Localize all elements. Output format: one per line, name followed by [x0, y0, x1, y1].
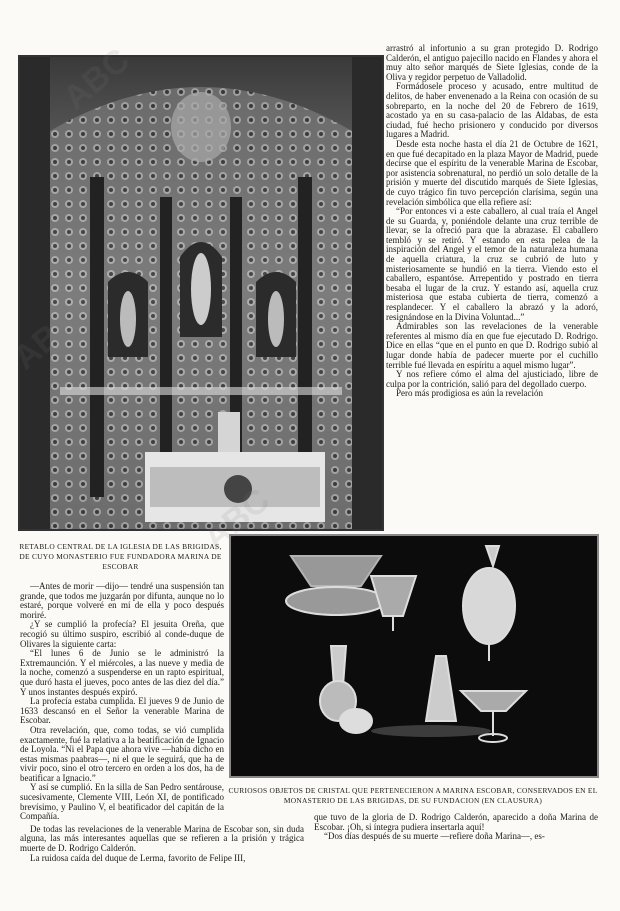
paragraph: Formádosele proceso y acusado, entre multitud de delitos, de haber envenenado a la Reina con ocasión de su sobreparto, en la noche del 20 de Febrero de 1619, acostado ya en su casa-palacio de las Aldabas, de esta ciudad, fué hecho prisionero y conducido por diversos lugares a Madrid.	[386, 81, 598, 140]
article-bottom-left	[20, 825, 304, 863]
paragraph: La ruidosa caída del duque de Lerma, favorito de Felipe III,	[30, 852, 246, 863]
paragraph: —Antes de morir —dijo— tendré una suspensión tan grande, que todos me juzgarán por difunta, aunque no lo estaré, porque volveré en mí de ella y poco después moriré.	[20, 581, 224, 620]
article-bottom-right	[314, 813, 598, 842]
left-flow	[20, 582, 304, 863]
paragraph: Y así se cumplió. En la silla de San Pedro sentárouse, sucesivamente, Clemente VIII, León XI, de pontificado brevísimo, y Paulino V, el beatificador del capitán de la Compañía.	[20, 782, 224, 822]
paragraph: Otra revelación, que, como todas, se vió cumplida exactamente, fué la relativa a la beatificación de Ignacio de Loyola. “Ni el Papa que ahora vive —había dicho en estas mismas paabras—, ni el que le seguirá, que ha de vivir poco, sino el otro tercero en orden a los dos, ha de beatificar a Ignacio.”	[20, 724, 224, 783]
paragraph: La profecía estaba cumplida. El jueves 9 de Junio de 1633 descansó en el Señor la venerable Marina de Escobar.	[20, 696, 224, 726]
paragraph: que tuvo de la gloria de D. Rodrigo Calderón, aparecido a doña Marina de Escobar. ¡Oh, si íntegra pudiera insertarla aquí!	[314, 812, 598, 832]
paragraph: Admirables son las revelaciones de la venerable referentes al mismo día en que fue ejecutado D. Rodrigo. Dice en ellas “que en el punto en que D. Rodrigo subió al lugar donde había de padecer muerte por el cuchillo terrible fué llevada en espíritu a aquel mismo lugar”.	[386, 321, 598, 370]
paragraph: Y nos refiere cómo el alma del ajusticiado, libre de culpa por la contrición, salió para del degollado cuerpo.	[386, 369, 598, 389]
paragraph: “El lunes 6 de Junio se le administró la Extremaunción. Y el miércoles, a las nueve y media de la noche, comenzó a suspenderse en un rapto espiritual, que duró hasta el jueves, poco antes de las diez del día.” Y unos instantes después expiró.	[20, 648, 224, 697]
glass-objects-caption: CURIOSOS OBJETOS DE CRISTAL QUE PERTENECIERON A MARINA ESCOBAR, CONSERVADOS EN EL MONASTERIO DE LAS BRIGIDAS, DE SU FUNDACION (EN CLAUSURA)	[228, 786, 598, 805]
article-left-column	[20, 582, 224, 822]
paragraph: “Dos días después de su muerte —refiere doña Marina—, es-	[324, 831, 545, 842]
paragraph: arrastró al infortunio a su gran protegido D. Rodrigo Calderón, el antiguo pajecillo nacido en Flandes y ahora el muy alto señor marqués de Siete Iglesias, conde de la Oliva y regidor perpetuo de Valladolid.	[386, 43, 598, 82]
paragraph: De todas las revelaciones de la venerable Marina de Escobar son, sin duda alguna, las más interesantes aquellas que se refieren a la prisión y trágica muerte de D. Rodrigo Calderón.	[20, 823, 304, 854]
paragraph: Pero más prodigiosa es aún la revelación	[396, 388, 543, 399]
paragraph: Desde esta noche hasta el día 21 de Octubre de 1621, en que fué decapitado en la plaza Mayor de Madrid, puede decirse que el espíritu de la venerable Marina de Escobar, por asistencia sobrenatural, no perdió un solo detalle de la prisión y muerte del discutido marqués de Siete Iglesias, de cuyo trágico fin tuvo percepción clarísima, según una revelación simbólica que ella refiere así:	[386, 138, 598, 207]
altarpiece-caption: RETABLO CENTRAL DE LA IGLESIA DE LAS BRIGIDAS, DE CUYO MONASTERIO FUE FUNDADORA MARINA DE ESCOBAR	[19, 542, 222, 571]
article-right-column	[386, 44, 598, 399]
paragraph: “Por entonces vi a este caballero, al cual traía el Angel de su Guarda, y, poniéndole delante una cruz terrible de llevar, se la ofreció para que la abrazase. El caballero tembló y se retiró. Y estando en esta pelea de la inspiración del Angel y el temor de la naturaleza humana de aquella criatura, la cruz se cubrió de luto y misteriosamente se hundió en la tierra. Viendo esto el caballero, espantóse. Arrepentido y postrado en tierra besaba el lugar de la cruz. Y estando así, aquella cruz misteriosa que estaba cubierta de tierra, comenzó a resplandecer. Y el caballero la abrazó y la adoró, resignándose en la Divina Voluntad...”	[386, 206, 598, 322]
altarpiece-photo	[18, 55, 384, 531]
paragraph: ¿Y se cumplió la profecía? El jesuita Oreña, que recogió su último suspiro, escribió al conde-duque de Olivares la siguiente carta:	[20, 619, 224, 649]
